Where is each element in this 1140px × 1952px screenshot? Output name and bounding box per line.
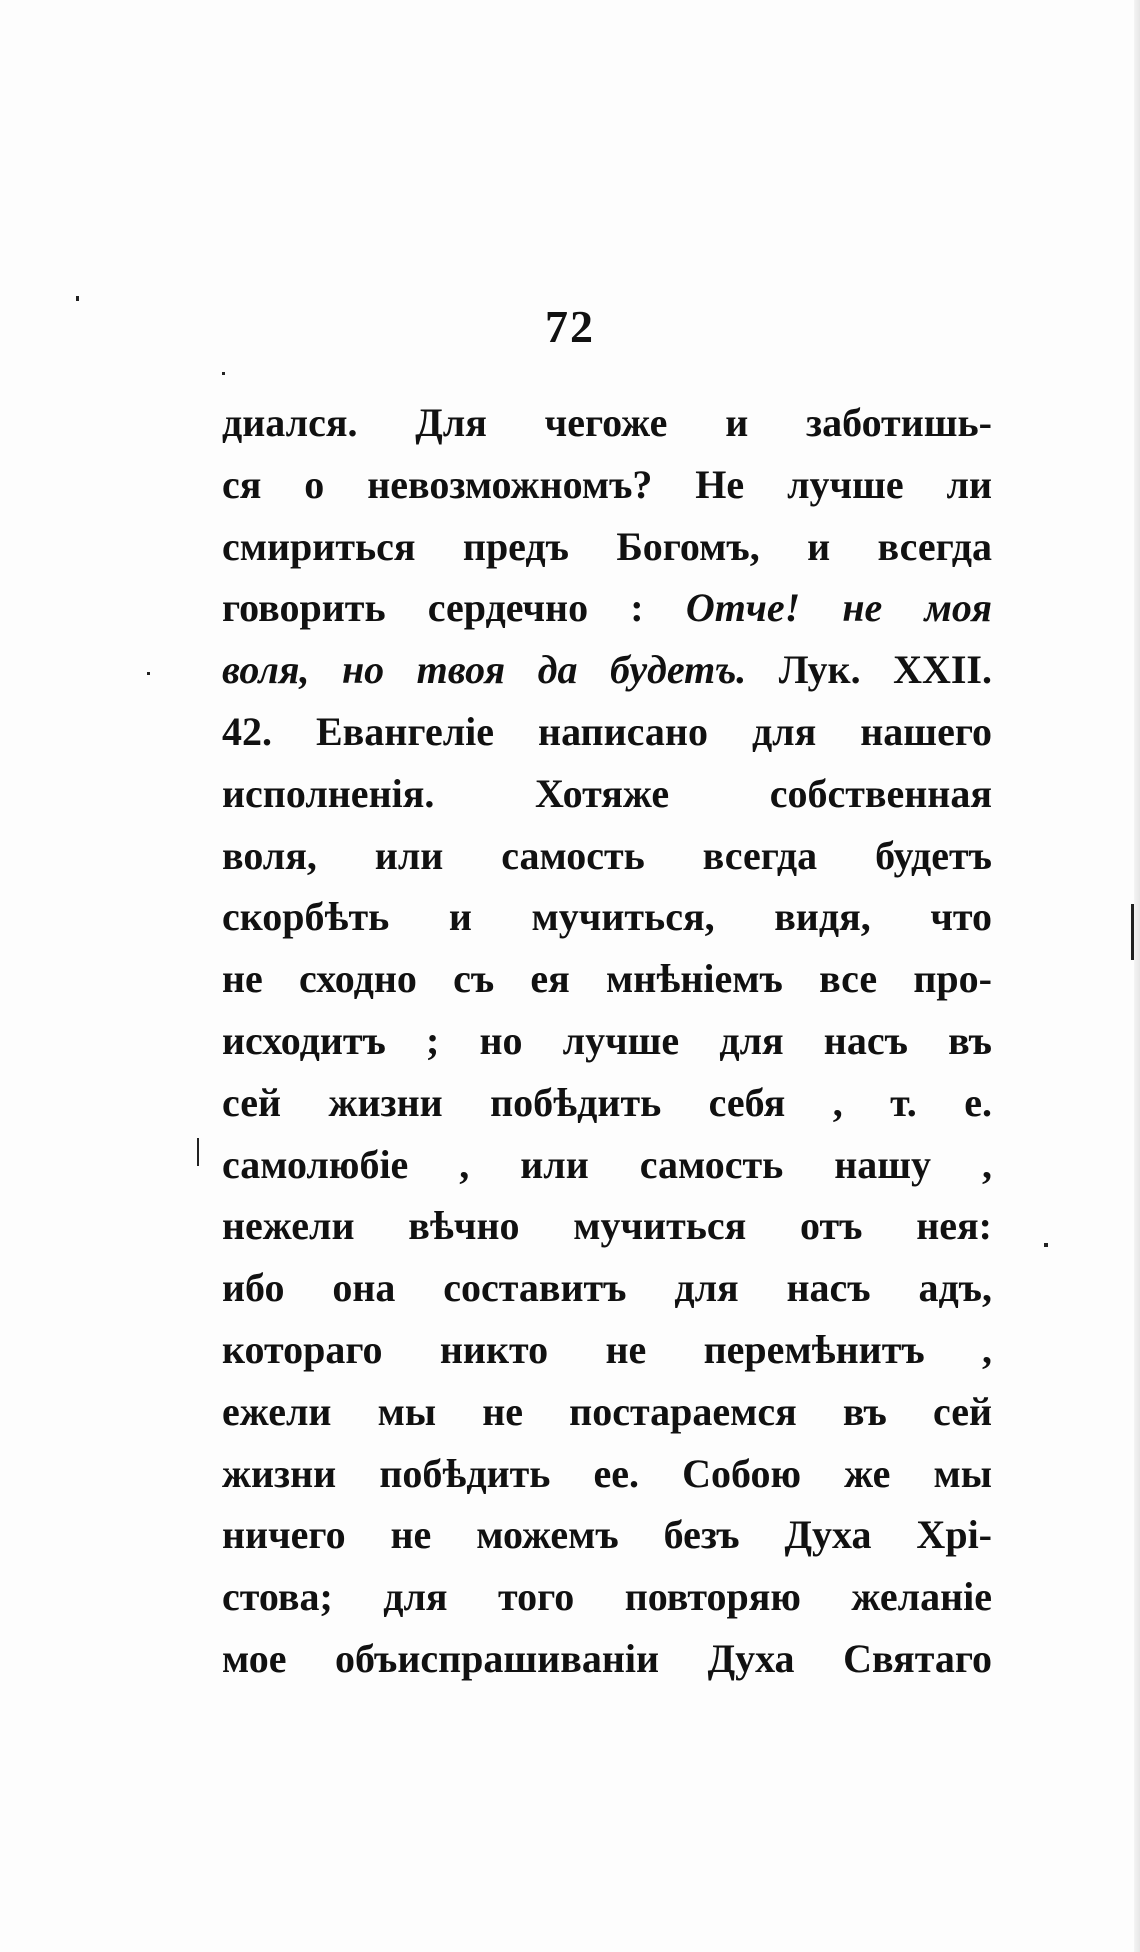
body-text bbox=[222, 392, 992, 1690]
text-segment: исполненія. Хотяже собственная bbox=[222, 770, 992, 816]
text-line bbox=[222, 763, 992, 825]
text-line bbox=[222, 1257, 992, 1319]
text-segment: не сходно съ ея мнѣніемъ все про- bbox=[222, 956, 992, 1002]
text-line bbox=[222, 516, 992, 578]
text-line bbox=[222, 825, 992, 887]
italic-quote-segment: Отче! не моя bbox=[685, 585, 992, 631]
text-line bbox=[222, 1134, 992, 1196]
text-segment: ежели мы не постараемся въ сей bbox=[222, 1388, 992, 1434]
text-line bbox=[222, 639, 992, 701]
text-segment: Лук. XXII. bbox=[746, 647, 992, 693]
text-segment: мое объиспрашиваніи Духа Святаго bbox=[222, 1635, 992, 1681]
scan-speck bbox=[76, 296, 79, 301]
text-line bbox=[222, 1195, 992, 1257]
text-line bbox=[222, 454, 992, 516]
text-line bbox=[222, 1443, 992, 1505]
page-edge bbox=[1134, 0, 1140, 1952]
text-segment: ся о невозможномъ? Не лучше ли bbox=[222, 461, 992, 507]
text-line bbox=[222, 886, 992, 948]
text-segment: ничего не можемъ безъ Духа Хрі- bbox=[222, 1512, 992, 1558]
text-segment: воля, или самость всегда будетъ bbox=[222, 832, 992, 878]
text-segment: сей жизни побѣдить себя , т. е. bbox=[222, 1079, 992, 1125]
text-line bbox=[222, 701, 992, 763]
text-segment: смириться предъ Богомъ, и всегда bbox=[222, 523, 992, 569]
page-number: 72 bbox=[545, 301, 595, 352]
text-line bbox=[222, 948, 992, 1010]
text-segment: котораго никто не перемѣнитъ , bbox=[222, 1326, 992, 1372]
text-line bbox=[222, 1381, 992, 1443]
text-segment: скорбѣть и мучиться, видя, что bbox=[222, 894, 992, 940]
text-line bbox=[222, 1072, 992, 1134]
text-line bbox=[222, 1566, 992, 1628]
text-segment: говорить сердечно : bbox=[222, 585, 686, 631]
text-segment: жизни побѣдить ее. Собою же мы bbox=[222, 1450, 992, 1496]
text-line bbox=[222, 1628, 992, 1690]
text-segment: самолюбіе , или самость нашу , bbox=[222, 1141, 992, 1187]
scan-speck bbox=[147, 672, 150, 675]
text-line bbox=[222, 1504, 992, 1566]
text-line bbox=[222, 577, 992, 639]
text-segment: исходитъ ; но лучше для насъ въ bbox=[222, 1017, 992, 1063]
text-segment: 42. Евангеліе написано для нашего bbox=[222, 708, 992, 754]
scan-speck bbox=[1044, 1243, 1048, 1247]
text-line bbox=[222, 392, 992, 454]
text-line bbox=[222, 1010, 992, 1072]
text-segment: ибо она составитъ для насъ адъ, bbox=[222, 1265, 992, 1311]
text-segment: нежели вѣчно мучиться отъ нея: bbox=[222, 1203, 992, 1249]
italic-quote-segment: воля, но твоя да будетъ. bbox=[222, 647, 747, 693]
text-segment: диался. Для чегоже и заботишь- bbox=[222, 400, 992, 445]
text-line bbox=[222, 1319, 992, 1381]
text-segment: стова; для того повторяю желаніе bbox=[222, 1574, 992, 1620]
scan-speck bbox=[197, 1138, 199, 1166]
scan-speck bbox=[222, 372, 225, 375]
